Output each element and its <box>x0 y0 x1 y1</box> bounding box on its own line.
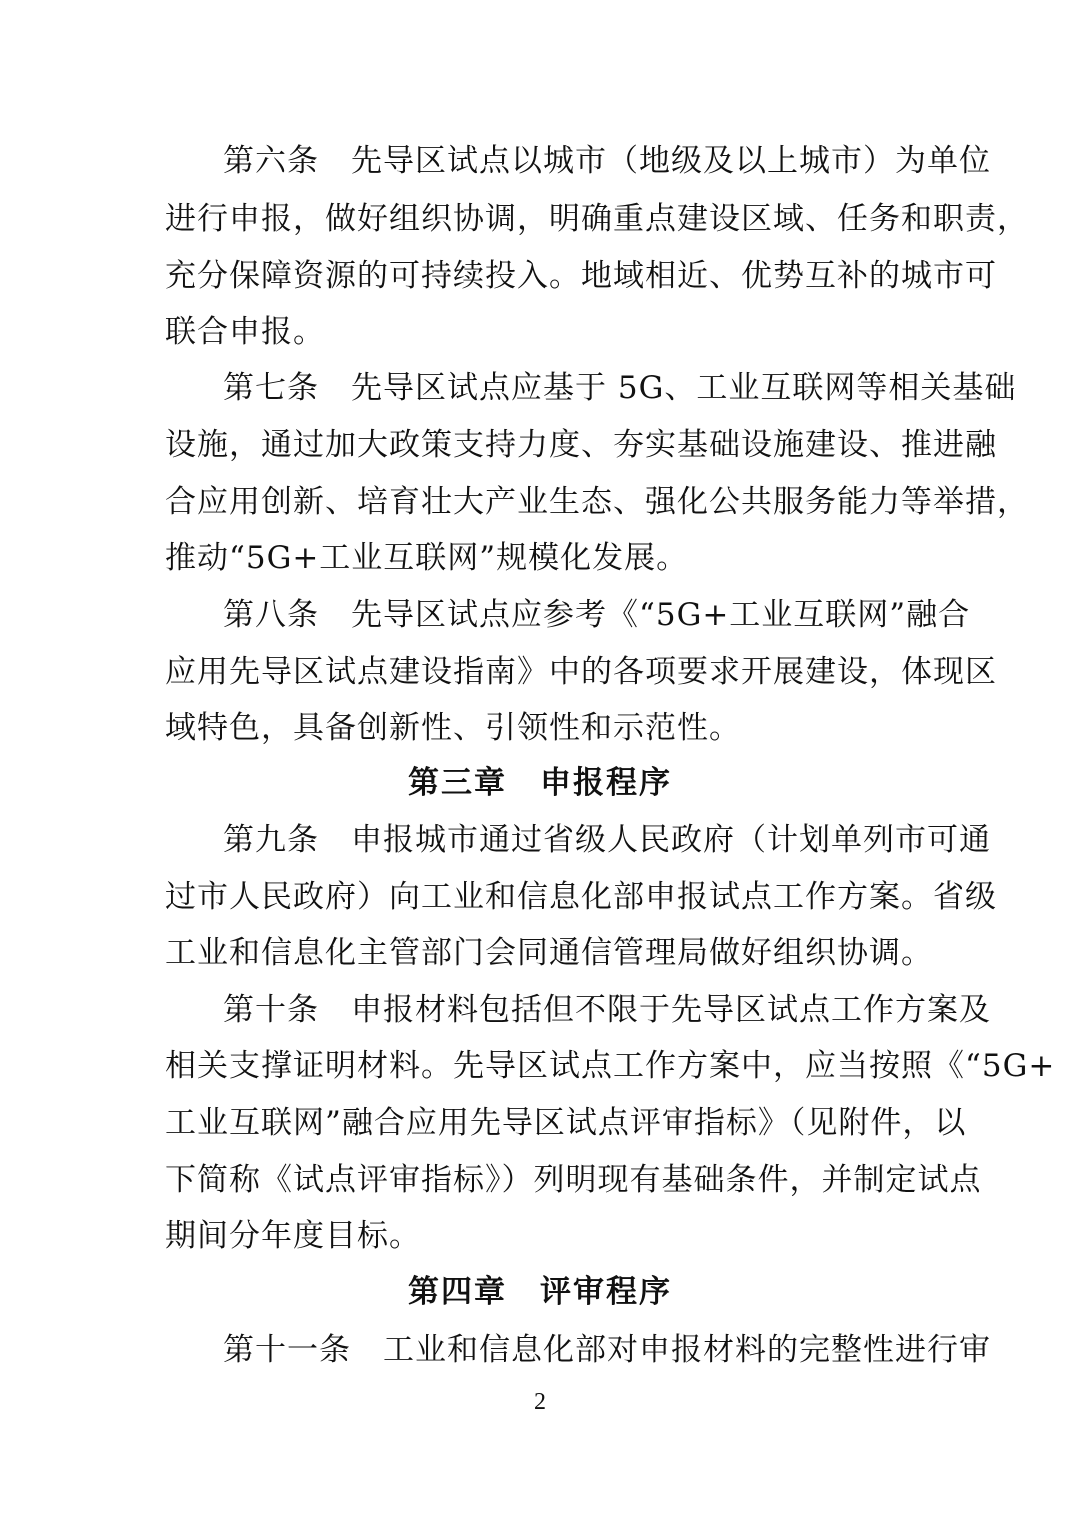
article-6-line-1: 第六条 先导区试点以城市（地级及以上城市）为单位 <box>223 143 991 179</box>
article-7-line-1: 第七条 先导区试点应基于 5G、工业互联网等相关基础 <box>223 370 1017 406</box>
article-8-line-3: 域特色，具备创新性、引领性和示范性。 <box>165 710 741 746</box>
article-11-line-1: 第十一条 工业和信息化部对申报材料的完整性进行审 <box>223 1332 991 1368</box>
chapter-3-heading: 第三章 申报程序 <box>408 765 672 801</box>
article-10-line-4: 下简称《试点评审指标》）列明现有基础条件，并制定试点 <box>165 1162 982 1198</box>
article-6-line-2: 进行申报，做好组织协调，明确重点建设区域、任务和职责， <box>165 201 1029 237</box>
article-8-line-2: 应用先导区试点建设指南》中的各项要求开展建设，体现区 <box>165 654 997 690</box>
article-10-line-5: 期间分年度目标。 <box>165 1218 421 1254</box>
article-9-line-3: 工业和信息化主管部门会同通信管理局做好组织协调。 <box>165 935 933 971</box>
article-9-line-2: 过市人民政府）向工业和信息化部申报试点工作方案。省级 <box>165 879 997 915</box>
article-8-line-1: 第八条 先导区试点应参考《“5G+工业互联网”融合 <box>223 597 971 633</box>
article-7-line-3: 合应用创新、培育壮大产业生态、强化公共服务能力等举措， <box>165 484 1029 520</box>
article-10-line-1: 第十条 申报材料包括但不限于先导区试点工作方案及 <box>223 992 991 1028</box>
article-7-line-2: 设施，通过加大政策支持力度、夯实基础设施建设、推进融 <box>165 427 997 463</box>
page-number: 2 <box>534 1389 546 1415</box>
article-10-line-3: 工业互联网”融合应用先导区试点评审指标》（见附件，以 <box>165 1105 967 1141</box>
article-6-line-4: 联合申报。 <box>165 314 325 350</box>
article-7-line-4: 推动“5G+工业互联网”规模化发展。 <box>165 540 689 576</box>
article-6-line-3: 充分保障资源的可持续投入。地域相近、优势互补的城市可 <box>165 258 997 294</box>
chapter-4-heading: 第四章 评审程序 <box>408 1274 672 1310</box>
article-10-line-2: 相关支撑证明材料。先导区试点工作方案中，应当按照《“5G+ <box>165 1048 1056 1084</box>
article-9-line-1: 第九条 申报城市通过省级人民政府（计划单列市可通 <box>223 822 991 858</box>
